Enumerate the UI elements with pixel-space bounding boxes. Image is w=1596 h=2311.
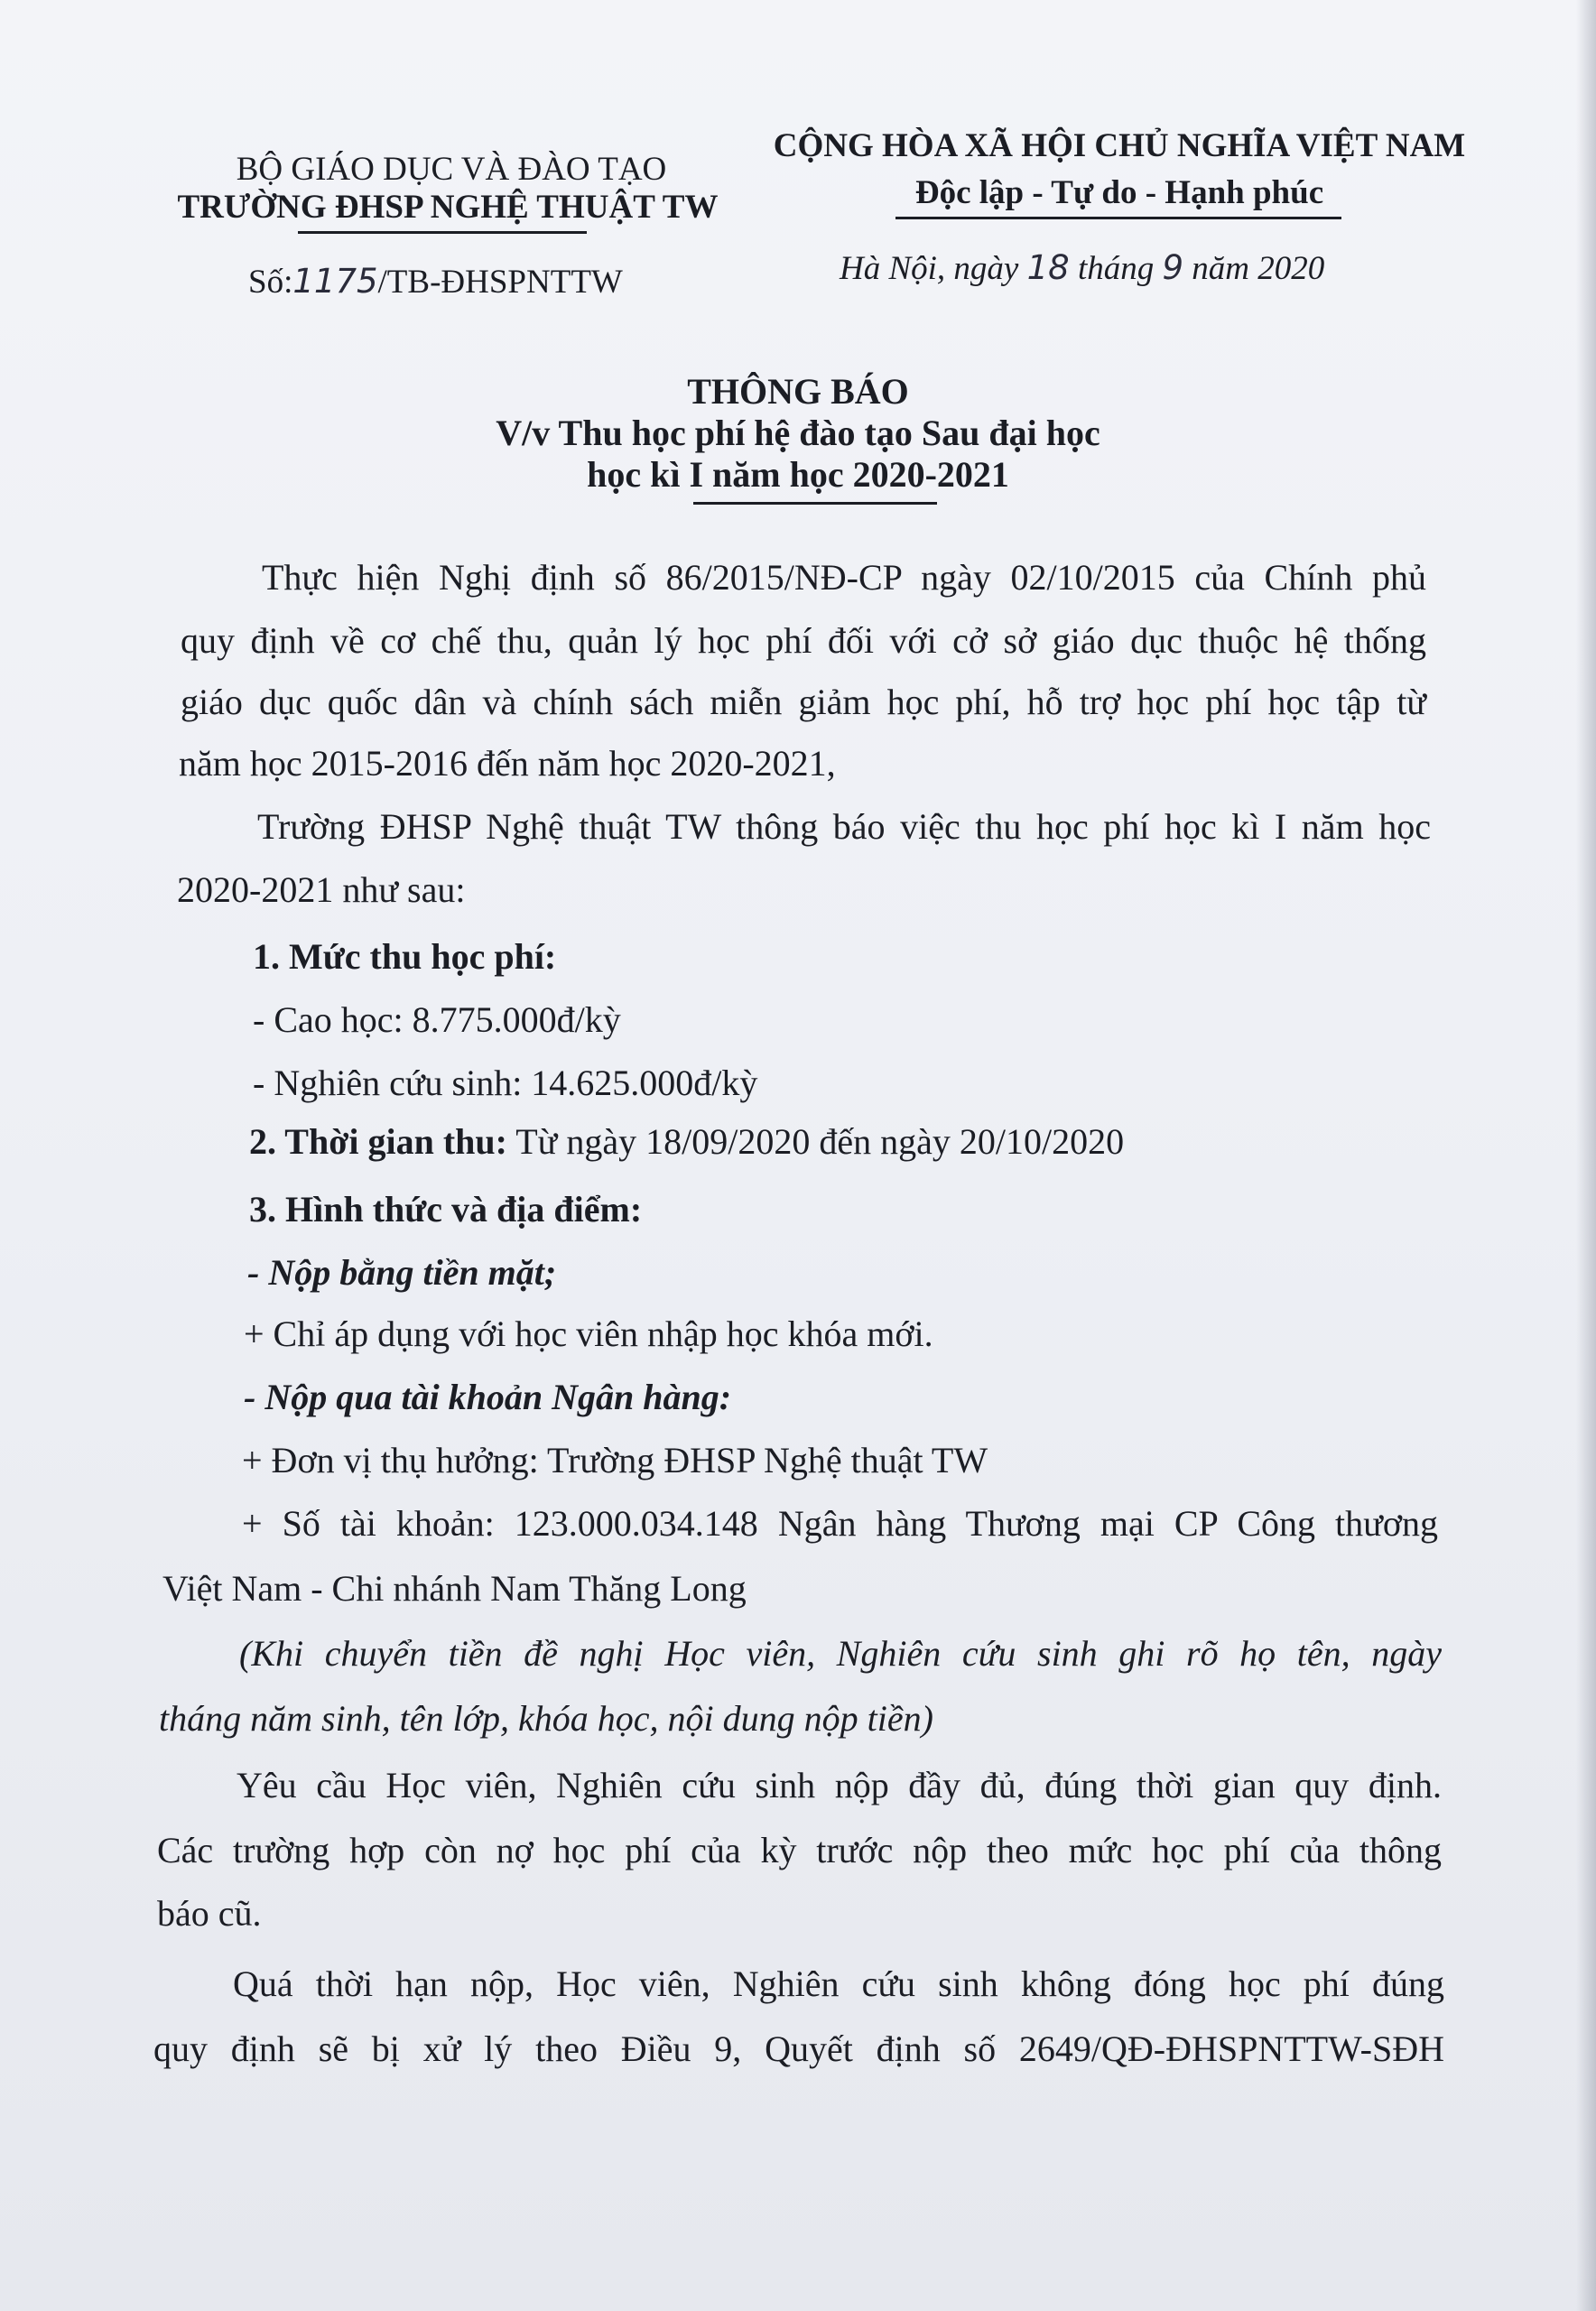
date-day-handwritten: 18 <box>1026 248 1070 287</box>
page-edge-shadow <box>1576 0 1596 2311</box>
national-motto: Độc lập - Tự do - Hạnh phúc <box>914 174 1324 211</box>
transfer-note-line: (Khi chuyển tiền đề nghị Học viên, Nghiên cứu sinh ghi rõ họ tên, ngày <box>239 1633 1442 1674</box>
cash-payment-item: + Chỉ áp dụng với học viên nhập học khóa mới. <box>244 1313 933 1354</box>
motto-underline <box>895 217 1341 219</box>
section-2-text: Từ ngày 18/09/2020 đến ngày 20/10/2020 <box>515 1121 1125 1162</box>
document-number <box>248 262 623 302</box>
paragraph-3-line: Các trường hợp còn nợ học phí của kỳ trước nộp theo mức học phí của thông <box>157 1830 1442 1870</box>
date-year-label: năm 2020 <box>1192 250 1325 287</box>
beneficiary-item: + Đơn vị thụ hưởng: Trường ĐHSP Nghệ thuật TW <box>242 1440 988 1480</box>
section-2-heading: 2. Thời gian thu: <box>249 1121 507 1162</box>
account-number-line: Việt Nam - Chi nhánh Nam Thăng Long <box>162 1568 747 1609</box>
cash-payment-heading: - Nộp bằng tiền mặt; <box>247 1252 557 1293</box>
paragraph-4-line: quy định sẽ bị xử lý theo Điều 9, Quyết định số 2649/QĐ-ĐHSPNTTW-SĐH <box>153 2028 1444 2069</box>
paragraph-2-line: 2020-2021 như sau: <box>177 869 466 910</box>
document-subject-line-2: học kì I năm học 2020-2021 <box>587 454 1009 495</box>
school-underline <box>298 231 587 234</box>
bank-payment-heading: - Nộp qua tài khoản Ngân hàng: <box>244 1377 732 1417</box>
doc-number-prefix: Số: <box>248 264 293 301</box>
paragraph-2-line: Trường ĐHSP Nghệ thuật TW thông báo việc thu học phí học kì I năm học <box>257 806 1431 847</box>
fee-item-phd: - Nghiên cứu sinh: 14.625.000đ/kỳ <box>253 1063 758 1103</box>
account-number-line: + Số tài khoản: 123.000.034.148 Ngân hàng Thương mại CP Công thương <box>242 1503 1438 1544</box>
paragraph-4-line: Quá thời hạn nộp, Học viên, Nghiên cứu sinh không đóng học phí đúng <box>233 1963 1444 2004</box>
document-title: THÔNG BÁO <box>687 371 909 412</box>
document-subject-line-1: V/v Thu học phí hệ đào tạo Sau đại học <box>496 413 1100 453</box>
section-1-heading: 1. Mức thu học phí: <box>253 936 557 977</box>
section-3-heading: 3. Hình thức và địa điểm: <box>249 1189 643 1230</box>
paragraph-1-line: quy định về cơ chế thu, quản lý học phí đối với cở sở giáo dục thuộc hệ thống <box>181 620 1426 661</box>
country-name: CỘNG HÒA XÃ HỘI CHỦ NGHĨA VIỆT NAM <box>773 127 1466 164</box>
date-prefix: Hà Nội, ngày <box>840 250 1019 287</box>
title-underline <box>693 502 937 505</box>
school-name: TRƯỜNG ĐHSP NGHỆ THUẬT TW <box>177 189 719 226</box>
date-month-handwritten: 9 <box>1162 248 1184 287</box>
section-2 <box>249 1121 1125 1162</box>
doc-number-handwritten: 1175 <box>292 262 378 301</box>
doc-number-suffix: /TB-ĐHSPNTTW <box>377 264 623 301</box>
fee-item-master: - Cao học: 8.775.000đ/kỳ <box>253 999 621 1040</box>
paragraph-3-line: Yêu cầu Học viên, Nghiên cứu sinh nộp đầy đủ, đúng thời gian quy định. <box>237 1765 1442 1805</box>
paragraph-1-line: giáo dục quốc dân và chính sách miễn giảm học phí, hỗ trợ học phí học tập từ <box>181 682 1426 722</box>
place-date <box>840 248 1324 288</box>
paragraph-1-line: năm học 2015-2016 đến năm học 2020-2021, <box>179 743 836 784</box>
paragraph-3-line: báo cũ. <box>157 1893 262 1934</box>
date-month-label: tháng <box>1077 250 1155 287</box>
transfer-note-line: tháng năm sinh, tên lớp, khóa học, nội dung nộp tiền) <box>159 1698 933 1739</box>
ministry-name: BỘ GIÁO DỤC VÀ ĐÀO TẠO <box>236 151 667 188</box>
paragraph-1-line: Thực hiện Nghị định số 86/2015/NĐ-CP ngày 02/10/2015 của Chính phủ <box>262 557 1426 598</box>
